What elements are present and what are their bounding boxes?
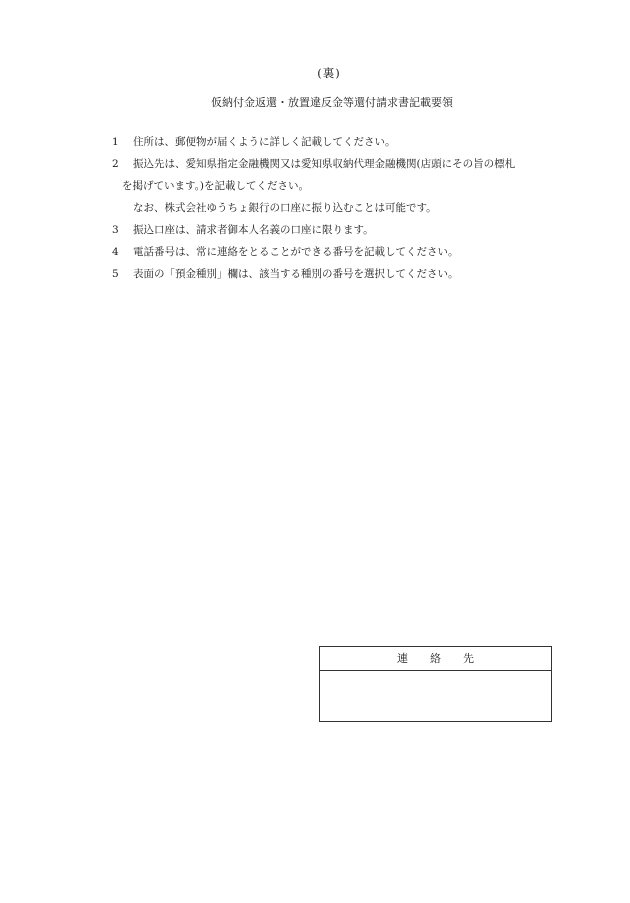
instruction-item-1 xyxy=(112,135,592,149)
instruction-text: 振込口座は、請求者御本人名義の口座に限ります。 xyxy=(133,224,374,236)
instruction-list xyxy=(112,135,592,289)
instruction-number: 5 xyxy=(112,268,119,280)
instruction-text: 住所は、郵便物が届くように詳しく記載してください。 xyxy=(133,136,396,148)
instruction-item-5 xyxy=(112,267,592,281)
contact-box-heading: 連 絡 先 xyxy=(320,647,551,671)
page-side-label: (裏) xyxy=(317,66,341,80)
instruction-item-2 xyxy=(112,157,592,215)
instruction-item-3 xyxy=(112,223,592,237)
instruction-number: 4 xyxy=(112,246,119,258)
instruction-text: 表面の「預金種別」欄は、該当する種別の番号を選択してください。 xyxy=(133,268,459,280)
instruction-note: なお、株式会社ゆうちょ銀行の口座に振り込むことは可能です。 xyxy=(133,202,437,214)
instruction-text: 電話番号は、常に連絡をとることができる番号を記載してください。 xyxy=(133,246,459,258)
contact-box-field[interactable] xyxy=(320,671,551,721)
instruction-text-continuation: を掲げています。)を記載してください。 xyxy=(122,180,310,192)
document-title: 仮納付金返還・放置違反金等還付請求書記載要領 xyxy=(211,96,453,109)
instruction-number: 1 xyxy=(112,136,119,148)
contact-box xyxy=(319,646,552,722)
instruction-number: 2 xyxy=(112,158,119,170)
instruction-item-4 xyxy=(112,245,592,259)
instruction-number: 3 xyxy=(112,224,119,236)
instruction-text: 振込先は、愛知県指定金融機関又は愛知県収納代理金融機関(店頭にその旨の標札 xyxy=(133,158,516,170)
